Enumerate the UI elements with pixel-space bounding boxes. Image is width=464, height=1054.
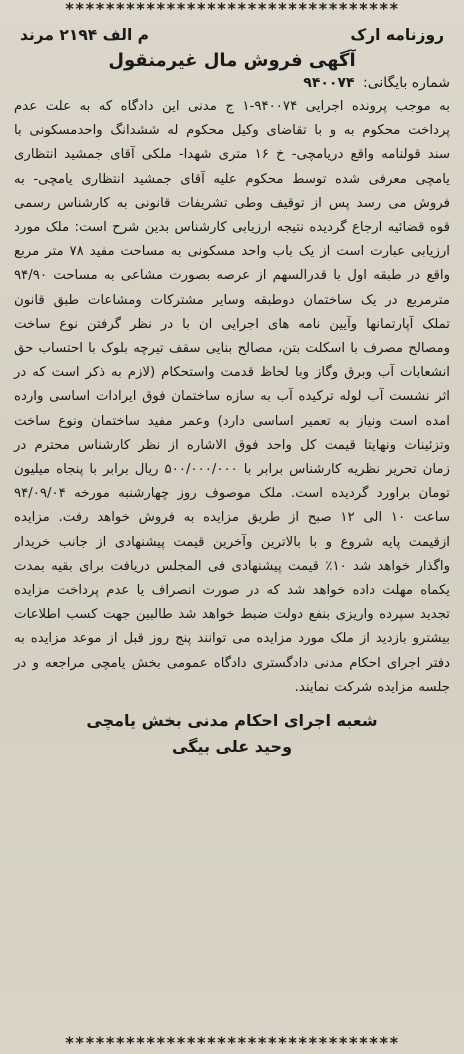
archive-number: ۹۴۰۰۷۴ — [303, 75, 355, 91]
signature-office: شعبه اجرای احکام مدنی بخش یامچی — [86, 711, 378, 731]
archive-number-line — [14, 75, 450, 91]
reference-code: م الف ۲۱۹۴ مرند — [20, 26, 150, 44]
bottom-star-border: ********************************* — [64, 1036, 400, 1050]
notice-body: به موجب پرونده اجرایی ۹۴۰۰۷۴-۱ ج مدنی این دادگاه که به علت عدم پرداخت محکوم به و با تقاضای وکیل محکوم له ششدانگ واحدمسکونی با سند قولنامه واقع دریامچی- خ ۱۶ متری شهدا- ملکی آقای جمشید انتظاری یامچی معرفی شده توسط محکوم علیه آقای جمشید انتظاری یامچی- به فروش می رسد پس از توقیف وطی تشریفات قانونی به کارشناس رسمی قوه قضائیه ارجاع گردیده نتیجه ارزیابی کارشناس بدین شرح است: ملک مورد ارزیابی عبارت است از یک باب واحد مسکونی به مساحت مفید ۷۸ متر مربع واقع در طبقه اول با قدرالسهم از عرصه بصورت مشاعی به مساحت ۹۴/۹۰ مترمربع در یک ساختمان دوطبقه وسایر مشترکات ومشاعات طبق قانون تملک آپارتمانها وآیین نامه های اجرایی ان با در نظر گرفتن نوع ساخت ومصالح مصرف با اسکلت بتن، مصالح بنایی سقف تیرچه بلوک با احتساب حق انشعابات آب وبرق وگاز وبا لحاظ قدمت واستحکام (لازم به ذکر است که در اثر نشست آب لوله ترکیده آب به سازه ساختمان فوق ایرادات اساسی وارده امده است ونیاز به تعمیر اساسی دارد) وعمر مفید ساختمان ونوع ساخت وتزئینات ونهایتا قیمت کل واحد فوق الاشاره از نظر کارشناس محترم در زمان تحریر نظریه کارشناس برابر با ۵۰۰/۰۰۰/۰۰۰ ریال برابر با پنجاه میلیون تومان براورد گردیده است. ملک موصوف روز چهارشنبه مورخه ۹۴/۰۹/۰۴ ساعت ۱۰ الی ۱۲ صبح از طریق مزایده به فروش خواهد رفت. مزایده ازقیمت پایه شروع و با بالاترین وآخرین قیمت پیشنهادی از جانب خریدار واگذار خواهد شد ۱۰٪ قیمت پیشنهادی فی المجلس دریافت برای بقیه بمدت یکماه مهلت داده خواهد شد که در صورت انصراف یا عدم پرداخت مزایده تجدید سپرده واریزی بنفع دولت ضبط خواهد شد طالبین جهت کسب اطلاعات بیشترو بازدید از ملک مورد مزایده می توانند پنج روز قبل از موعد مزایده به دفتر اجرای احکام مدنی دادگستری دادگاه عمومی بخش یامچی مراجعه و در جلسه مزایده شرکت نمایند. — [14, 99, 451, 695]
signature-name: وحید علی بیگی — [171, 737, 293, 757]
archive-label: شماره بایگانی: — [363, 75, 450, 91]
signature-block — [14, 708, 450, 760]
masthead — [14, 26, 450, 44]
notice-headline: آگهی فروش مال غیرمنقول — [108, 50, 356, 71]
top-star-border: ********************************* — [64, 0, 400, 16]
newspaper-name: روزنامه ارک — [350, 26, 444, 44]
